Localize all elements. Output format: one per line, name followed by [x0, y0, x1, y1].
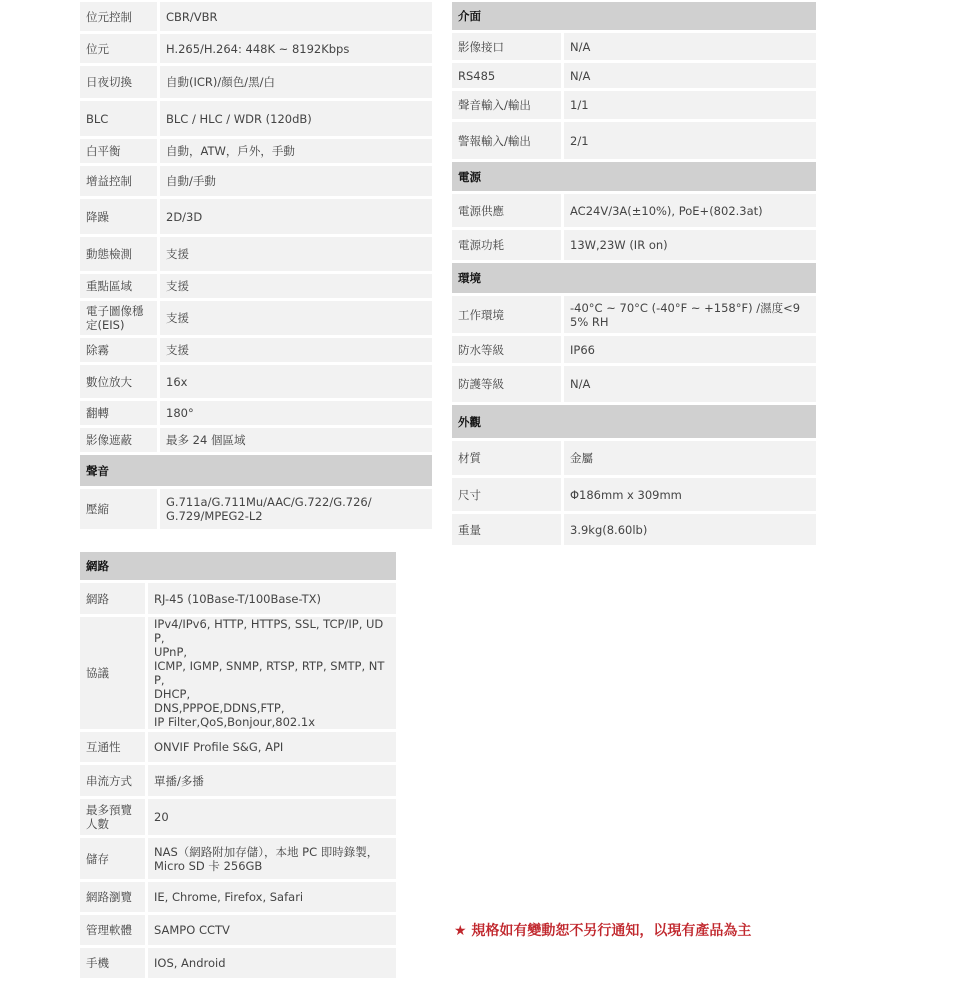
table-row [80, 34, 432, 63]
spec-value: IE, Chrome, Firefox, Safari [148, 882, 396, 912]
table-row [80, 489, 432, 529]
table-row [80, 915, 396, 945]
spec-value: -40°C ~ 70°C (-40°F ~ +158°F) /濕度<95% RH [564, 296, 816, 333]
table-row [80, 338, 432, 362]
table-row [80, 882, 396, 912]
spec-label: 數位放大 [80, 365, 160, 398]
spec-value: 13W,23W (IR on) [564, 230, 816, 260]
table-row [80, 401, 432, 425]
table-row [80, 274, 432, 298]
spec-label: 網路 [80, 583, 148, 614]
spec-label: 管理軟體 [80, 915, 148, 945]
hardware-spec-table [452, 0, 816, 548]
spec-value: 自動/手動 [160, 166, 432, 196]
spec-label: 最多預覽人數 [80, 799, 148, 835]
spec-label: 工作環境 [452, 296, 564, 333]
table-row [80, 799, 396, 835]
section-title-power: 電源 [452, 162, 816, 191]
spec-label: 網路瀏覽 [80, 882, 148, 912]
table-row [452, 514, 816, 545]
table-row [80, 365, 432, 398]
spec-label: 位元 [80, 34, 160, 63]
spec-value: 1/1 [564, 91, 816, 119]
spec-value: N/A [564, 366, 816, 402]
spec-label: 翻轉 [80, 401, 160, 425]
spec-value: 金屬 [564, 441, 816, 475]
spec-label: 降躁 [80, 199, 160, 234]
table-row [452, 478, 816, 511]
spec-value: H.265/H.264: 448K ~ 8192Kbps [160, 34, 432, 63]
spec-value: IPv4/IPv6, HTTP, HTTPS, SSL, TCP/IP, UDP, UPnP, ICMP, IGMP, SNMP, RTSP, RTP, SMTP, NTP, DHCP, DNS,PPPOE,DDNS,FTP, IP Filter,QoS,Bonjour,802.1x [148, 617, 396, 729]
spec-label: 除霧 [80, 338, 160, 362]
spec-label: 影像接口 [452, 33, 564, 60]
spec-label: 電源供應 [452, 194, 564, 227]
table-row [452, 194, 816, 227]
spec-label: 日夜切換 [80, 66, 160, 98]
section-title-environment: 環境 [452, 263, 816, 293]
spec-value: 自動，ATW，戶外，手動 [160, 139, 432, 163]
section-title-audio: 聲音 [80, 455, 432, 486]
spec-label: 防護等級 [452, 366, 564, 402]
spec-value: ONVIF Profile S&G, API [148, 732, 396, 762]
spec-label: 協議 [80, 617, 148, 729]
spec-label: 位元控制 [80, 2, 160, 31]
spec-label: 防水等級 [452, 336, 564, 363]
spec-value: N/A [564, 33, 816, 60]
spec-label: BLC [80, 101, 160, 136]
spec-value: 自動(ICR)/顏色/黑/白 [160, 66, 432, 98]
table-row [80, 838, 396, 879]
spec-value: BLC / HLC / WDR (120dB) [160, 101, 432, 136]
table-row [80, 948, 396, 978]
spec-value: SAMPO CCTV [148, 915, 396, 945]
spec-value: Φ186mm x 309mm [564, 478, 816, 511]
table-row [80, 765, 396, 796]
table-row [452, 230, 816, 260]
spec-label: 重點區域 [80, 274, 160, 298]
spec-value: 最多 24 個區域 [160, 428, 432, 452]
video-spec-table [80, 0, 432, 532]
section-header [452, 2, 816, 30]
table-row [80, 237, 432, 271]
network-spec-table [80, 549, 396, 981]
spec-label: 壓縮 [80, 489, 160, 529]
spec-value: NAS（網路附加存儲），本地 PC 即時錄製， Micro SD 卡 256GB [148, 838, 396, 879]
spec-label: 重量 [452, 514, 564, 545]
spec-value: 180° [160, 401, 432, 425]
spec-value: N/A [564, 63, 816, 88]
spec-label: 動態檢測 [80, 237, 160, 271]
spec-label: 增益控制 [80, 166, 160, 196]
spec-label: 警報輸入/輸出 [452, 122, 564, 159]
table-row [452, 296, 816, 333]
section-header [80, 455, 432, 486]
table-row [80, 583, 396, 614]
spec-label: 尺寸 [452, 478, 564, 511]
table-row [80, 2, 432, 31]
table-row [452, 441, 816, 475]
spec-value: AC24V/3A(±10%), PoE+(802.3at) [564, 194, 816, 227]
spec-value: 支援 [160, 301, 432, 335]
section-header [452, 405, 816, 438]
spec-label: 電子圖像穩定(EIS) [80, 301, 160, 335]
table-row [80, 66, 432, 98]
section-title-appearance: 外觀 [452, 405, 816, 438]
section-title-interface: 介面 [452, 2, 816, 30]
spec-value: 2D/3D [160, 199, 432, 234]
table-row [80, 732, 396, 762]
spec-label: 手機 [80, 948, 148, 978]
table-row [80, 428, 432, 452]
table-row [80, 199, 432, 234]
table-row [452, 33, 816, 60]
section-header [452, 263, 816, 293]
spec-value: IOS, Android [148, 948, 396, 978]
spec-value: 3.9kg(8.60lb) [564, 514, 816, 545]
spec-label: 白平衡 [80, 139, 160, 163]
table-row [452, 63, 816, 88]
spec-value: IP66 [564, 336, 816, 363]
table-row [452, 91, 816, 119]
table-row [80, 139, 432, 163]
spec-label: 影像遮蔽 [80, 428, 160, 452]
spec-value: 支援 [160, 237, 432, 271]
spec-value: RJ-45 (10Base-T/100Base-TX) [148, 583, 396, 614]
spec-value: CBR/VBR [160, 2, 432, 31]
spec-label: 聲音輸入/輸出 [452, 91, 564, 119]
disclaimer-note: ★ 規格如有變動恕不另行通知，以現有產品為主 [454, 923, 752, 939]
table-row [452, 122, 816, 159]
spec-label: RS485 [452, 63, 564, 88]
section-header [452, 162, 816, 191]
table-row [80, 617, 396, 729]
table-row [452, 366, 816, 402]
spec-label: 互通性 [80, 732, 148, 762]
table-row [452, 336, 816, 363]
spec-label: 電源功耗 [452, 230, 564, 260]
spec-label: 材質 [452, 441, 564, 475]
spec-value: 16x [160, 365, 432, 398]
section-title-network: 網路 [80, 552, 396, 580]
spec-label: 串流方式 [80, 765, 148, 796]
spec-value: G.711a/G.711Mu/AAC/G.722/G.726/ G.729/MPEG2-L2 [160, 489, 432, 529]
spec-value: 支援 [160, 274, 432, 298]
spec-value: 單播/多播 [148, 765, 396, 796]
table-row [80, 166, 432, 196]
table-row [80, 101, 432, 136]
section-header [80, 552, 396, 580]
table-row [80, 301, 432, 335]
spec-value: 20 [148, 799, 396, 835]
spec-label: 儲存 [80, 838, 148, 879]
spec-value: 支援 [160, 338, 432, 362]
spec-value: 2/1 [564, 122, 816, 159]
